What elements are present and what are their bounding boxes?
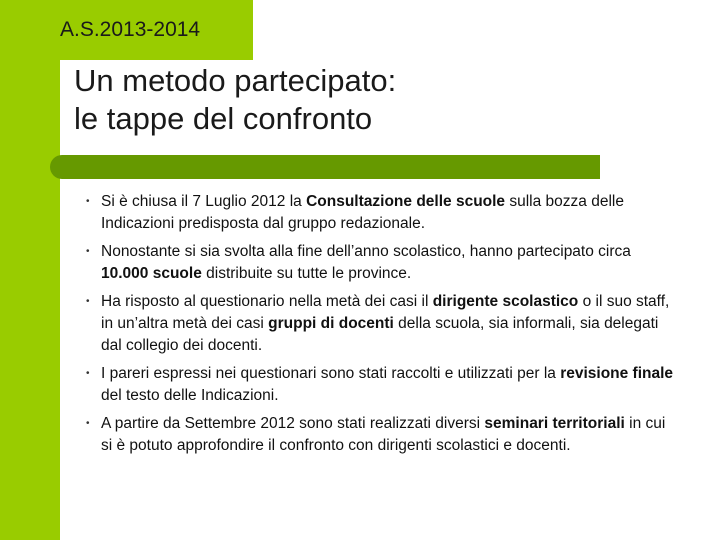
bullet-text [101,243,631,282]
bullet-icon: • [86,196,90,207]
bullet-text-part: Si è chiusa il 7 Luglio 2012 la [101,193,307,210]
bullet-text-part: o il suo staff, in un’altra metà dei casi [101,293,670,332]
bullet-text [101,365,673,404]
slide-title [74,62,674,138]
bullet-text-part: distribuite su tutte le province. [201,265,412,282]
title-line-1: Un metodo partecipato: [74,63,397,98]
green-side-strip [0,60,60,540]
title-line-2: le tappe del confronto [74,101,373,136]
bullet-text [101,415,665,454]
bullet-item [86,363,676,407]
bullet-text-part: sulla bozza delle Indicazioni predisposta dal gruppo redazionale. [101,193,624,232]
bullet-item [86,291,676,357]
bullet-text [101,193,624,232]
bullet-text-part: in cui si è potuto approfondire il confronto con dirigenti scolastici e docenti. [101,415,666,454]
bullet-text-bold: Consultazione delle scuole [306,193,506,210]
bullet-icon: • [86,246,90,257]
bullet-item [86,413,676,457]
bullet-text-bold: dirigente scolastico [432,293,579,310]
title-underline-bar [50,155,600,179]
bullet-text-part: della scuola, sia informali, sia delegati dal collegio dei docenti. [101,315,659,354]
bullet-item [86,191,676,235]
bullet-text-bold: revisione finale [560,365,674,382]
bullet-text [101,293,669,354]
bullet-text-bold: gruppi di docenti [268,315,394,332]
bullet-text-part: A partire da Settembre 2012 sono stati realizzati diversi [101,415,485,432]
bullet-list [86,191,676,463]
bullet-text-bold: seminari territoriali [484,415,625,432]
bullet-icon: • [86,418,90,429]
bullet-text-part: Nonostante si sia svolta alla fine dell’anno scolastico, hanno partecipato circa [101,243,631,260]
bullet-text-part: I pareri espressi nei questionari sono stati raccolti e utilizzati per la [101,365,561,382]
bullet-item [86,241,676,285]
bullet-text-bold: 10.000 scuole [101,265,202,282]
bullet-text-part: del testo delle Indicazioni. [101,387,279,404]
bullet-text-part: Ha risposto al questionario nella metà dei casi il [101,293,433,310]
school-year-label: A.S.2013-2014 [60,18,201,41]
bullet-icon: • [86,296,90,307]
bullet-icon: • [86,368,90,379]
